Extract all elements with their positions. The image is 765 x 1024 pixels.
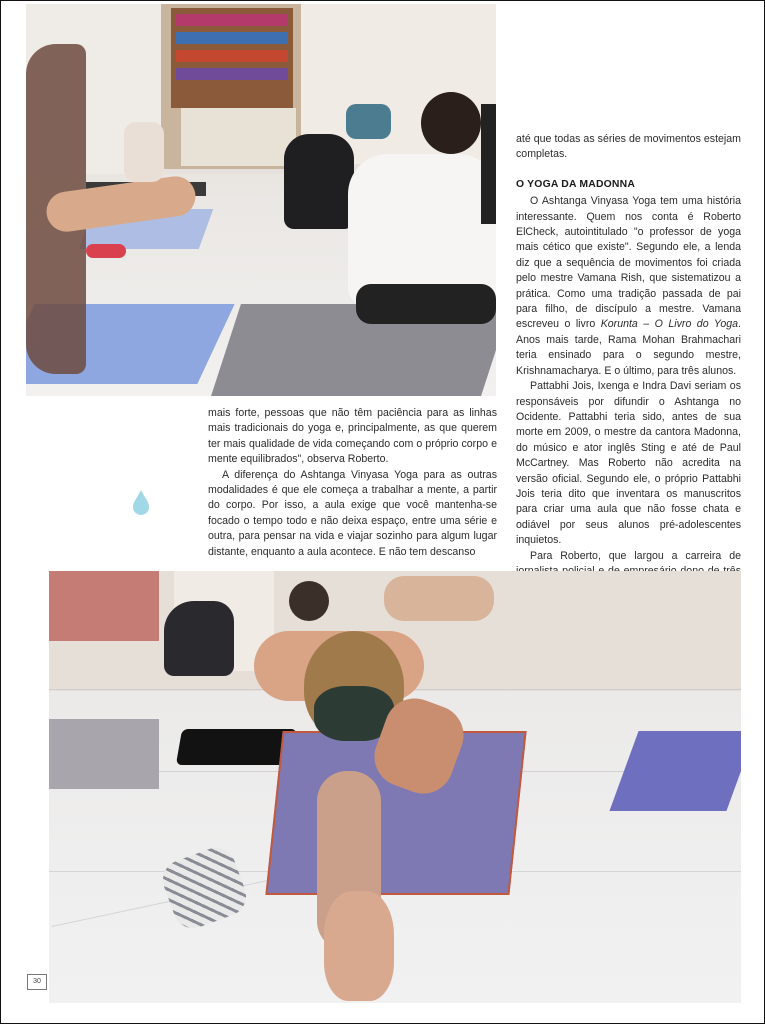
paragraph-quote-end: mais forte, pessoas que não têm paciência para as linhas mais tradicionais do yoga e, principalmente, as que querem ter mais qualidade de vida começando com o próprio corpo e mente equilibrados", observa Roberto. xyxy=(208,407,497,466)
paragraph-difference: A diferença do Ashtanga Vinyasa Yoga para as outras modalidades é que ele começa a trabalhar a mente, a partir do corpo. Por isso, a aula exige que você mantenha-se focado o tempo todo e não deixa espaço, entre uma série e outra, para pensar na vida e viajar sozinho para algum lugar distante, enquanto a aula acontece. E não tem descanso xyxy=(208,468,497,558)
paragraph-history: O Ashtanga Vinyasa Yoga tem uma história interessante. Quem nos conta é Roberto ElCheck, autointitulado "o professor de yoga mais cético que existe". Segundo ele, a lenda diz que a sequência de movimentos foi criada pelo mestre Vamana Rish, que sistematizou a prática. Como uma tradição passada de pai para filho, de discípulo a mestre. Vamana escreveu o livro Korunta – O Livro do Yoga. Anos mais tarde, Rama Mohan Brahmachari teria ensinado para o segundo mestre, Krishnamacharya. E o último, para três alunos. xyxy=(516,195,741,377)
left-column-text xyxy=(208,406,497,560)
paragraph-continuation: até que todas as séries de movimentos estejam completas. xyxy=(516,133,741,161)
paragraph-pattabhi: Pattabhi Jois, Ixenga e Indra Davi seriam os responsáveis por difundir o Ashtanga no Ocidente. Pattabhi teria sido, antes de sua morte em 2009, o mestre da cantora Madonna, do músico e ator inglês Sting e até de Paul McCartney. Mas Roberto não acredita na versão oficial. Segundo ele, o próprio Pattabhi Jois teria dito que inventara os manuscritos para criar uma aula que não fosse chata e odiável por seus alunos pré-adolescentes inquietos. xyxy=(516,380,741,547)
page-number: 30 xyxy=(27,974,47,990)
paragraph-roberto: Para Roberto, que largou a carreira de xyxy=(530,549,741,562)
yoga-class-photo-top xyxy=(26,4,496,396)
section-heading: O YOGA DA MADONNA xyxy=(516,178,636,190)
water-drop-icon xyxy=(131,489,151,515)
yoga-stretch-photo-bottom xyxy=(49,571,741,1003)
book-title: Korunta – O Livro do Yoga xyxy=(600,318,739,331)
